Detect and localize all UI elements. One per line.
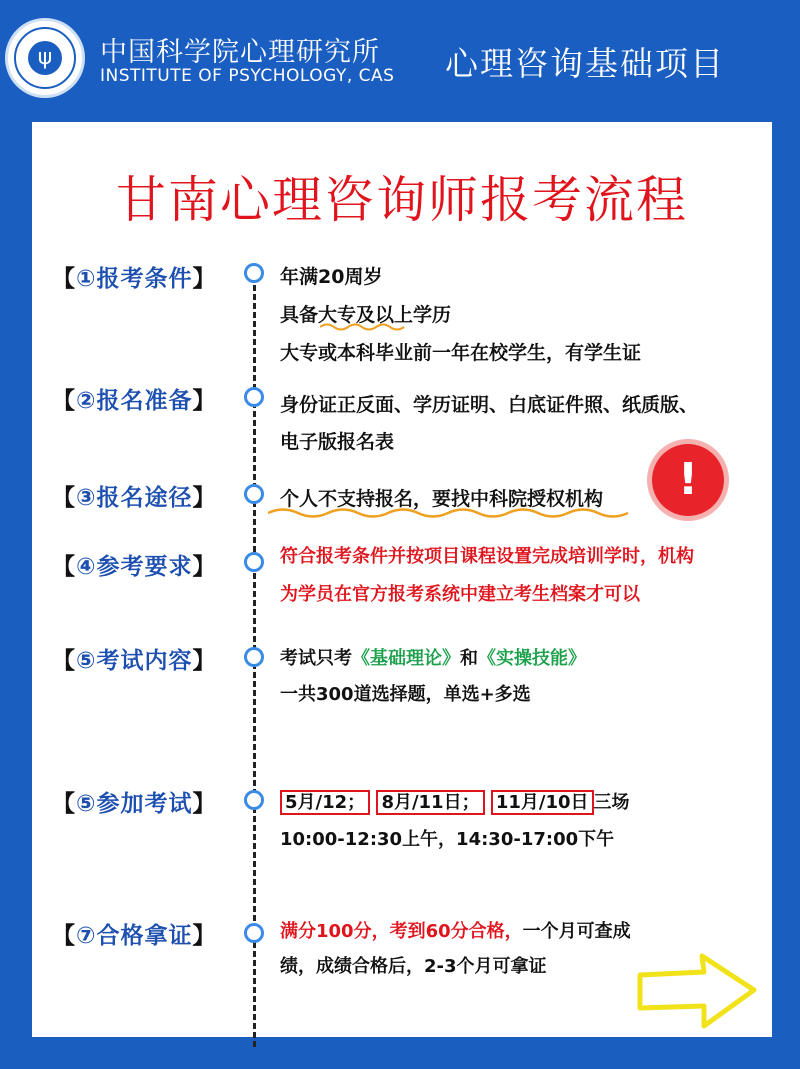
seal-core: ψ bbox=[28, 41, 62, 75]
step7-line2: 绩，成绩合格后，2-3个月可拿证 bbox=[280, 956, 547, 977]
timeline-dot-4 bbox=[244, 552, 264, 572]
step-label-4: 【④参考要求】 bbox=[52, 554, 217, 580]
exam-date-3: 11月/10日 bbox=[491, 790, 594, 815]
step-label-3: 【③报名途径】 bbox=[52, 485, 217, 511]
warning-icon: ! bbox=[652, 444, 724, 516]
timeline-dot-5 bbox=[244, 647, 264, 667]
step3-line1: 个人不支持报名，要找中科院授权机构 bbox=[280, 488, 604, 510]
institute-seal-icon bbox=[5, 18, 85, 98]
exam-date-1: 5月/12； bbox=[280, 790, 370, 815]
squiggle-underline-1 bbox=[320, 322, 410, 332]
step-label-7: 【⑦合格拿证】 bbox=[52, 923, 217, 949]
step2-line2: 电子版报名表 bbox=[280, 431, 395, 453]
step-label-2: 【②报名准备】 bbox=[52, 388, 217, 414]
step-label-6: 【⑤参加考试】 bbox=[52, 791, 217, 817]
step4-line1: 符合报考条件并按项目课程设置完成培训学时，机构 bbox=[280, 546, 694, 567]
step7-line1: 满分100分，考到60分合格，一个月可查成 bbox=[280, 921, 631, 942]
step-label-1: 【①报考条件】 bbox=[52, 266, 217, 292]
exam-date-2: 8月/11日； bbox=[376, 790, 484, 815]
step5-line1: 考试只考《基础理论》和《实操技能》 bbox=[280, 648, 586, 669]
org-name-cn: 中国科学院心理研究所 bbox=[100, 37, 380, 68]
step1-line3: 大专或本科毕业前一年在校学生，有学生证 bbox=[280, 342, 642, 364]
timeline-dot-2 bbox=[244, 387, 264, 407]
header-bar bbox=[0, 0, 800, 118]
squiggle-underline-3 bbox=[268, 506, 638, 520]
program-title: 心理咨询基础项目 bbox=[445, 44, 725, 83]
page-title: 甘南心理咨询师报考流程 bbox=[116, 171, 688, 229]
step6-line2: 10:00-12:30上午，14:30-17:00下午 bbox=[280, 829, 615, 850]
step1-line2: 具备大专及以上学历 bbox=[280, 304, 452, 326]
timeline-dot-1 bbox=[244, 263, 264, 283]
step2-line1: 身份证正反面、学历证明、白底证件照、纸质版、 bbox=[280, 394, 699, 416]
arrow-right-icon bbox=[632, 950, 762, 1030]
org-name-en: INSTITUTE OF PSYCHOLOGY, CAS bbox=[100, 66, 395, 86]
step1-line1: 年满20周岁 bbox=[280, 266, 383, 288]
timeline-dot-3 bbox=[244, 484, 264, 504]
step-label-5: 【⑤考试内容】 bbox=[52, 648, 217, 674]
timeline-dot-6 bbox=[244, 790, 264, 810]
exam-dates: 5月/12； 8月/11日； 11月/10日 三场 bbox=[280, 788, 630, 814]
timeline-dot-7 bbox=[244, 923, 264, 943]
content-card bbox=[32, 122, 772, 1037]
step4-line2: 为学员在官方报考系统中建立考生档案才可以 bbox=[280, 584, 640, 605]
step5-line2: 一共300道选择题，单选+多选 bbox=[280, 684, 531, 705]
